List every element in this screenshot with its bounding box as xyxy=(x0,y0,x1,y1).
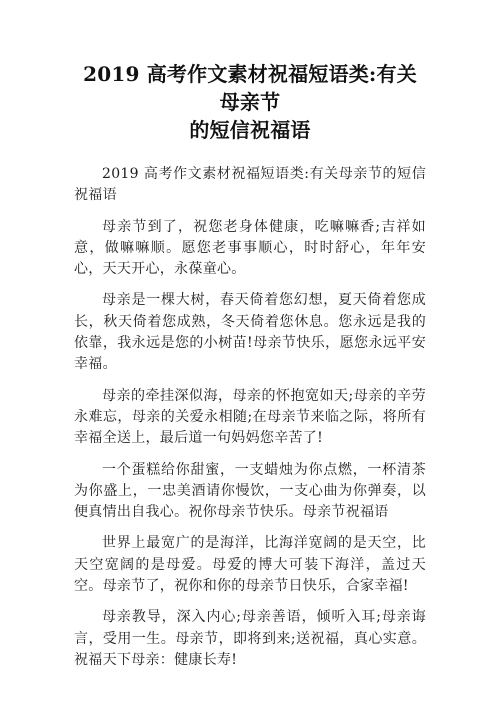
paragraph-5: 一个蛋糕给你甜蜜，一支蜡烛为你点燃，一杯清茶为你盛上，一忠美酒请你慢饮，一支心曲为你弹奏，以便真情出自我心。祝你母亲节快乐。母亲节祝福语 xyxy=(74,461,426,521)
document-title xyxy=(74,60,426,144)
paragraph-2: 母亲节到了，祝您老身体健康，吃嘛嘛香;吉祥如意，做嘛嘛顺。愿您老事事顺心，时时舒心，年年安心，天天开心，永葆童心。 xyxy=(74,218,426,278)
title-line-1: 2019 高考作文素材祝福短语类:有关母亲节 xyxy=(83,62,417,114)
article-body xyxy=(74,164,426,671)
paragraph-7: 母亲教导，深入内心;母亲善语，倾听入耳;母亲诲言，受用一生。母亲节，即将到来;送祝福，真心实意。祝福天下母亲：健康长寿! xyxy=(74,609,426,668)
paragraph-1: 2019 高考作文素材祝福短语类:有关母亲节的短信祝福语 xyxy=(74,166,426,204)
title-line-2: 的短信祝福语 xyxy=(189,118,311,142)
paragraph-4: 母亲的牵挂深似海，母亲的怀抱宽如天;母亲的辛劳永难忘，母亲的关爱永相随;在母亲节来临之际，将所有幸福全送上，最后道一句妈妈您辛苦了! xyxy=(74,387,426,447)
paragraph-6: 世界上最宽广的是海洋，比海洋宽阔的是天空，比天空宽阔的是母爱。母爱的博大可装下海洋，盖过天空。母亲节了，祝你和你的母亲节日快乐，合家幸福! xyxy=(74,535,426,595)
paragraph-3: 母亲是一棵大树，春天倚着您幻想，夏天倚着您成长，秋天倚着您成熟，冬天倚着您休息。您永远是我的依靠，我永远是您的小树苗!母亲节快乐，愿您永远平安幸福。 xyxy=(74,292,426,373)
